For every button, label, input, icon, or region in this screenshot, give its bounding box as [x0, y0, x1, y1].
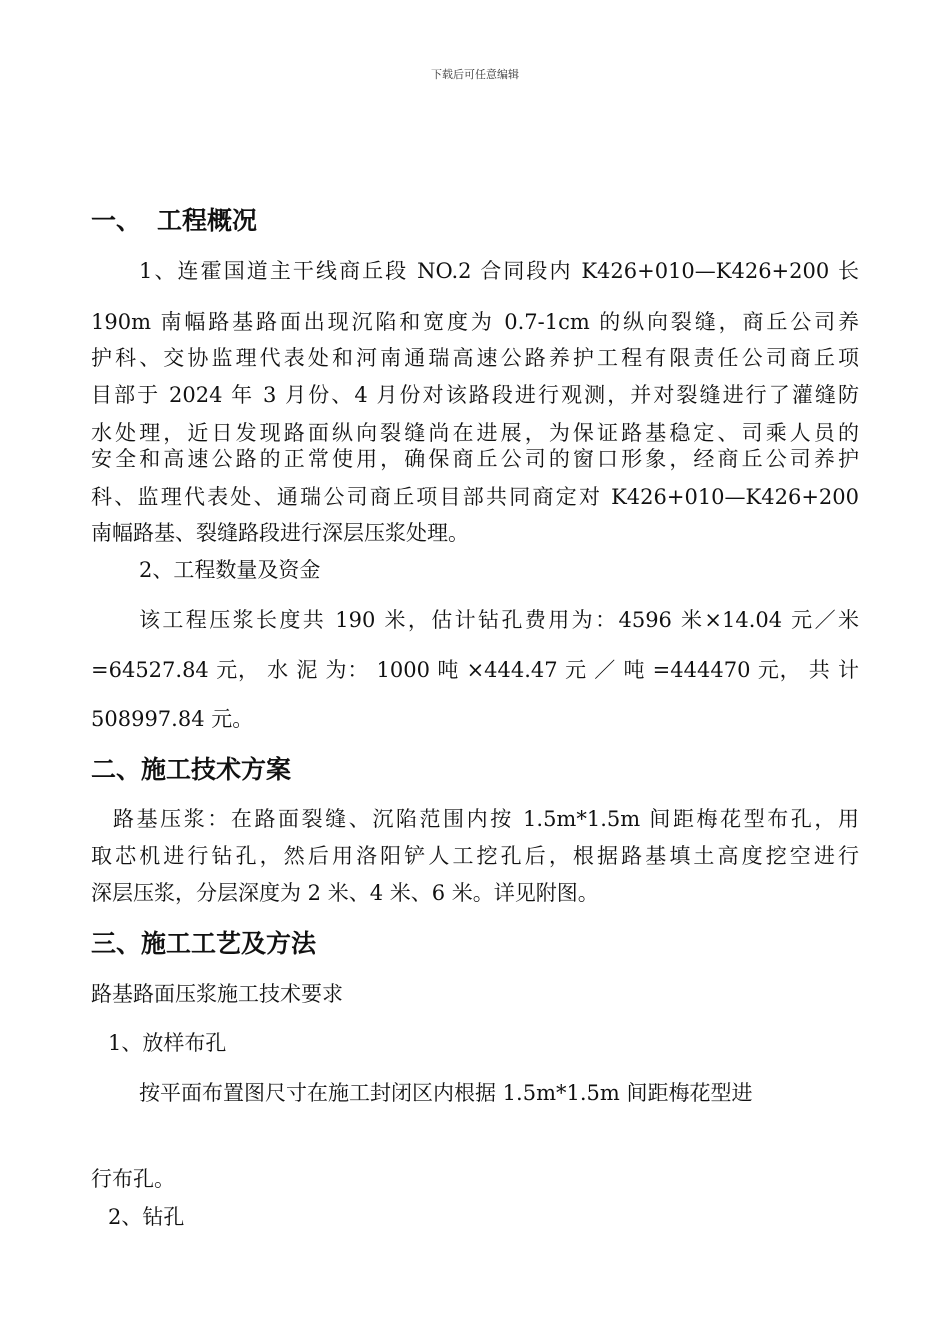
paragraph-line: 按平面布置图尺寸在施工封闭区内根据 1.5m*1.5m 间距梅花型进: [139, 1081, 753, 1105]
section1-number: 一、: [91, 206, 142, 235]
paragraph-line: 水处理，近日发现路面纵向裂缝尚在进展，为保证路基稳定、司乘人员的: [91, 421, 859, 445]
subheading-layout: 1、放样布孔: [108, 1031, 227, 1055]
subheading-drilling: 2、钻孔: [108, 1205, 185, 1229]
paragraph-line: 508997.84 元。: [91, 707, 254, 731]
subheading-quantity: 2、工程数量及资金: [139, 558, 321, 582]
paragraph-line: 目部于 2024 年 3 月份、4 月份对该路段进行观测，并对裂缝进行了灌缝防: [91, 383, 859, 407]
paragraph-line: 190m 南幅路基路面出现沉陷和宽度为 0.7-1cm 的纵向裂缝，商丘公司养: [91, 310, 859, 334]
paragraph-line: 护科、交协监理代表处和河南通瑞高速公路养护工程有限责任公司商丘项: [91, 346, 859, 370]
section1-heading: [91, 205, 257, 237]
paragraph-line: 取芯机进行钻孔，然后用洛阳铲人工挖孔后，根据路基填土高度挖空进行: [91, 844, 859, 868]
paragraph-line: 路基压浆：在路面裂缝、沉陷范围内按 1.5m*1.5m 间距梅花型布孔，用: [113, 807, 859, 831]
section3-heading: 三、施工工艺及方法: [91, 929, 317, 958]
paragraph-line: 行布孔。: [91, 1167, 175, 1191]
paragraph-line: 1、连霍国道主干线商丘段 NO.2 合同段内 K426+010—K426+200 长: [139, 259, 859, 283]
paragraph-line: 安全和高速公路的正常使用，确保商丘公司的窗口形象，经商丘公司养护: [91, 447, 859, 471]
header-note: 下载后可任意编辑: [431, 68, 519, 81]
paragraph-line: =64527.84 元， 水 泥 为： 1000 吨 ×444.47 元 ／ 吨 =444470 元， 共 计: [91, 658, 859, 682]
section3-intro: 路基路面压浆施工技术要求: [91, 982, 343, 1006]
paragraph-line: 深层压浆，分层深度为 2 米、4 米、6 米。详见附图。: [91, 881, 599, 905]
section1-title: 工程概况: [157, 206, 258, 235]
paragraph-line: 南幅路基、裂缝路段进行深层压浆处理。: [91, 521, 469, 545]
section2-heading: 二、施工技术方案: [91, 755, 292, 784]
paragraph-line: 该工程压浆长度共 190 米，估计钻孔费用为：4596 米×14.04 元／米: [139, 608, 859, 632]
paragraph-line: 科、监理代表处、通瑞公司商丘项目部共同商定对 K426+010—K426+200: [91, 485, 859, 509]
